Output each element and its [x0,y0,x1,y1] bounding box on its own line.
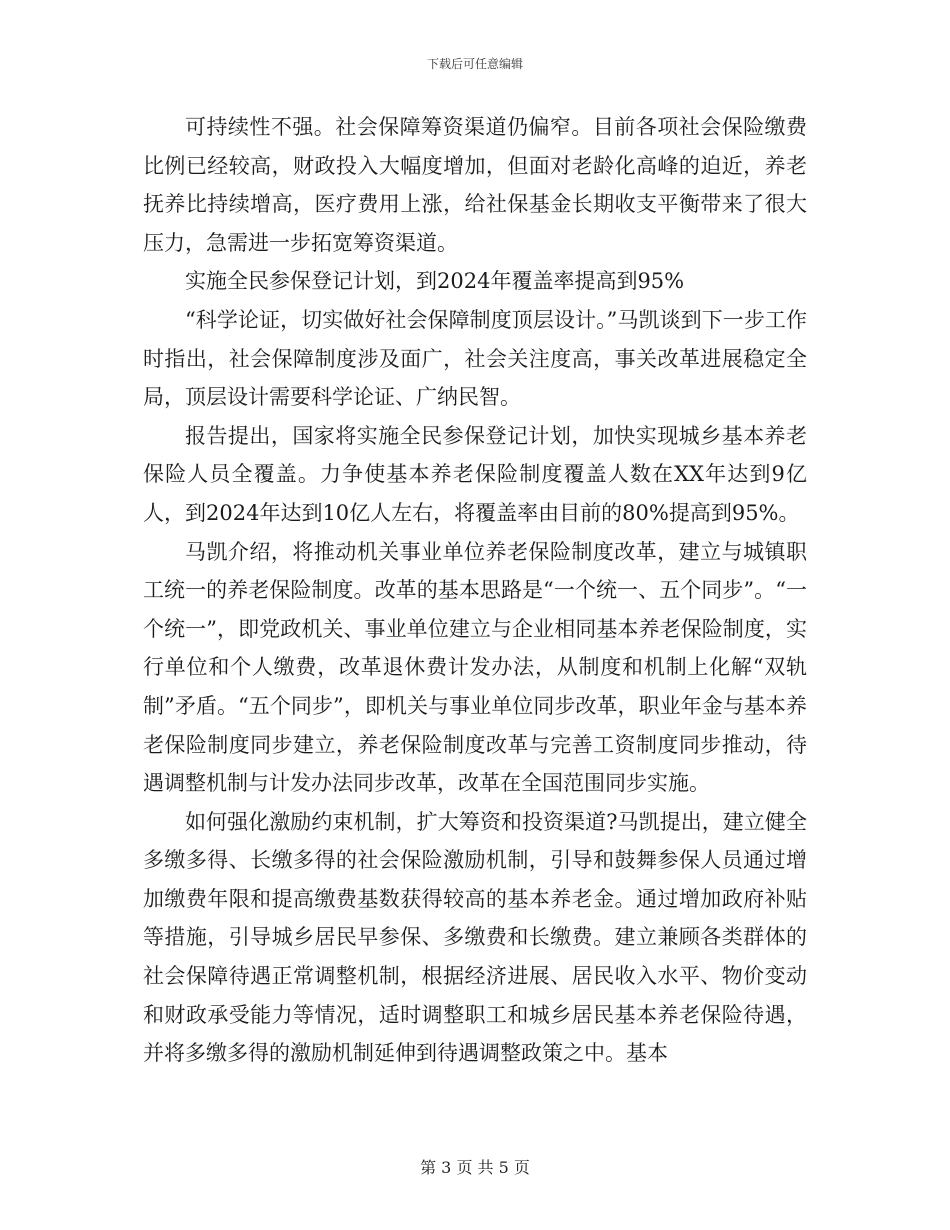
page-number: 第 3 页 共 5 页 [420,1158,530,1177]
paragraph-plan-heading: 实施全民参保登记计划，到2024年覆盖率提高到95% [185,269,685,294]
page-header: 下载后可任意编辑 [426,57,523,71]
paragraph-pension-reform: 马凯介绍，将推动机关事业单位养老保险制度改革，建立与城镇职工统一的养老保险制度。改革的基本思路是“一个统一、五个同步”。“一个统一”，即党政机关、事业单位建立与企业相同基本养老保险制度，实行单位和个人缴费，改革退休费计发办法，从制度和机制上化解“双轨制”矛盾。“五个同步”，即机关与事业单位同步改革，职业年金与基本养老保险制度同步建立，养老保险制度改革与完善工资制度同步推动，待遇调整机制与计发办法同步改革，改革在全国范围同步实施。 [143,539,807,796]
paragraph-incentive-mechanism: 如何强化激励约束机制，扩大筹资和投资渠道?马凯提出，建立健全多缴多得、长缴多得的社会保险激励机制，引导和鼓舞参保人员通过增加缴费年限和提高缴费基数获得较高的基本养老金。通过增加政府补贴等措施，引导城乡居民早参保、多缴费和长缴费。建立兼顾各类群体的社会保障待遇正常调整机制，根据经济进展、居民收入水平、物价变动和财政承受能力等情况，适时调整职工和城乡居民基本养老保险待遇，并将多缴多得的激励机制延伸到待遇调整政策之中。基本 [143,809,807,1066]
paragraph-registration-plan: 报告提出，国家将实施全民参保登记计划，加快实现城乡基本养老保险人员全覆盖。力争使基本养老保险制度覆盖人数在XX年达到9亿人，到2024年达到10亿人左右，将覆盖率由目前的80%提高到95%。 [143,423,807,525]
paragraph-sustainability: 可持续性不强。社会保障筹资渠道仍偏窄。目前各项社会保险缴费比例已经较高，财政投入大幅度增加，但面对老龄化高峰的迫近，养老抚养比持续增高，医疗费用上涨，给社保基金长期收支平衡带来了很大压力，急需进一步拓宽筹资渠道。 [143,115,807,255]
document-body [143,108,807,1073]
paragraph-top-level-design: “科学论证，切实做好社会保障制度顶层设计。”马凯谈到下一步工作时指出，社会保障制度涉及面广，社会关注度高，事关改革进展稳定全局，顶层设计需要科学论证、广纳民智。 [143,307,807,410]
